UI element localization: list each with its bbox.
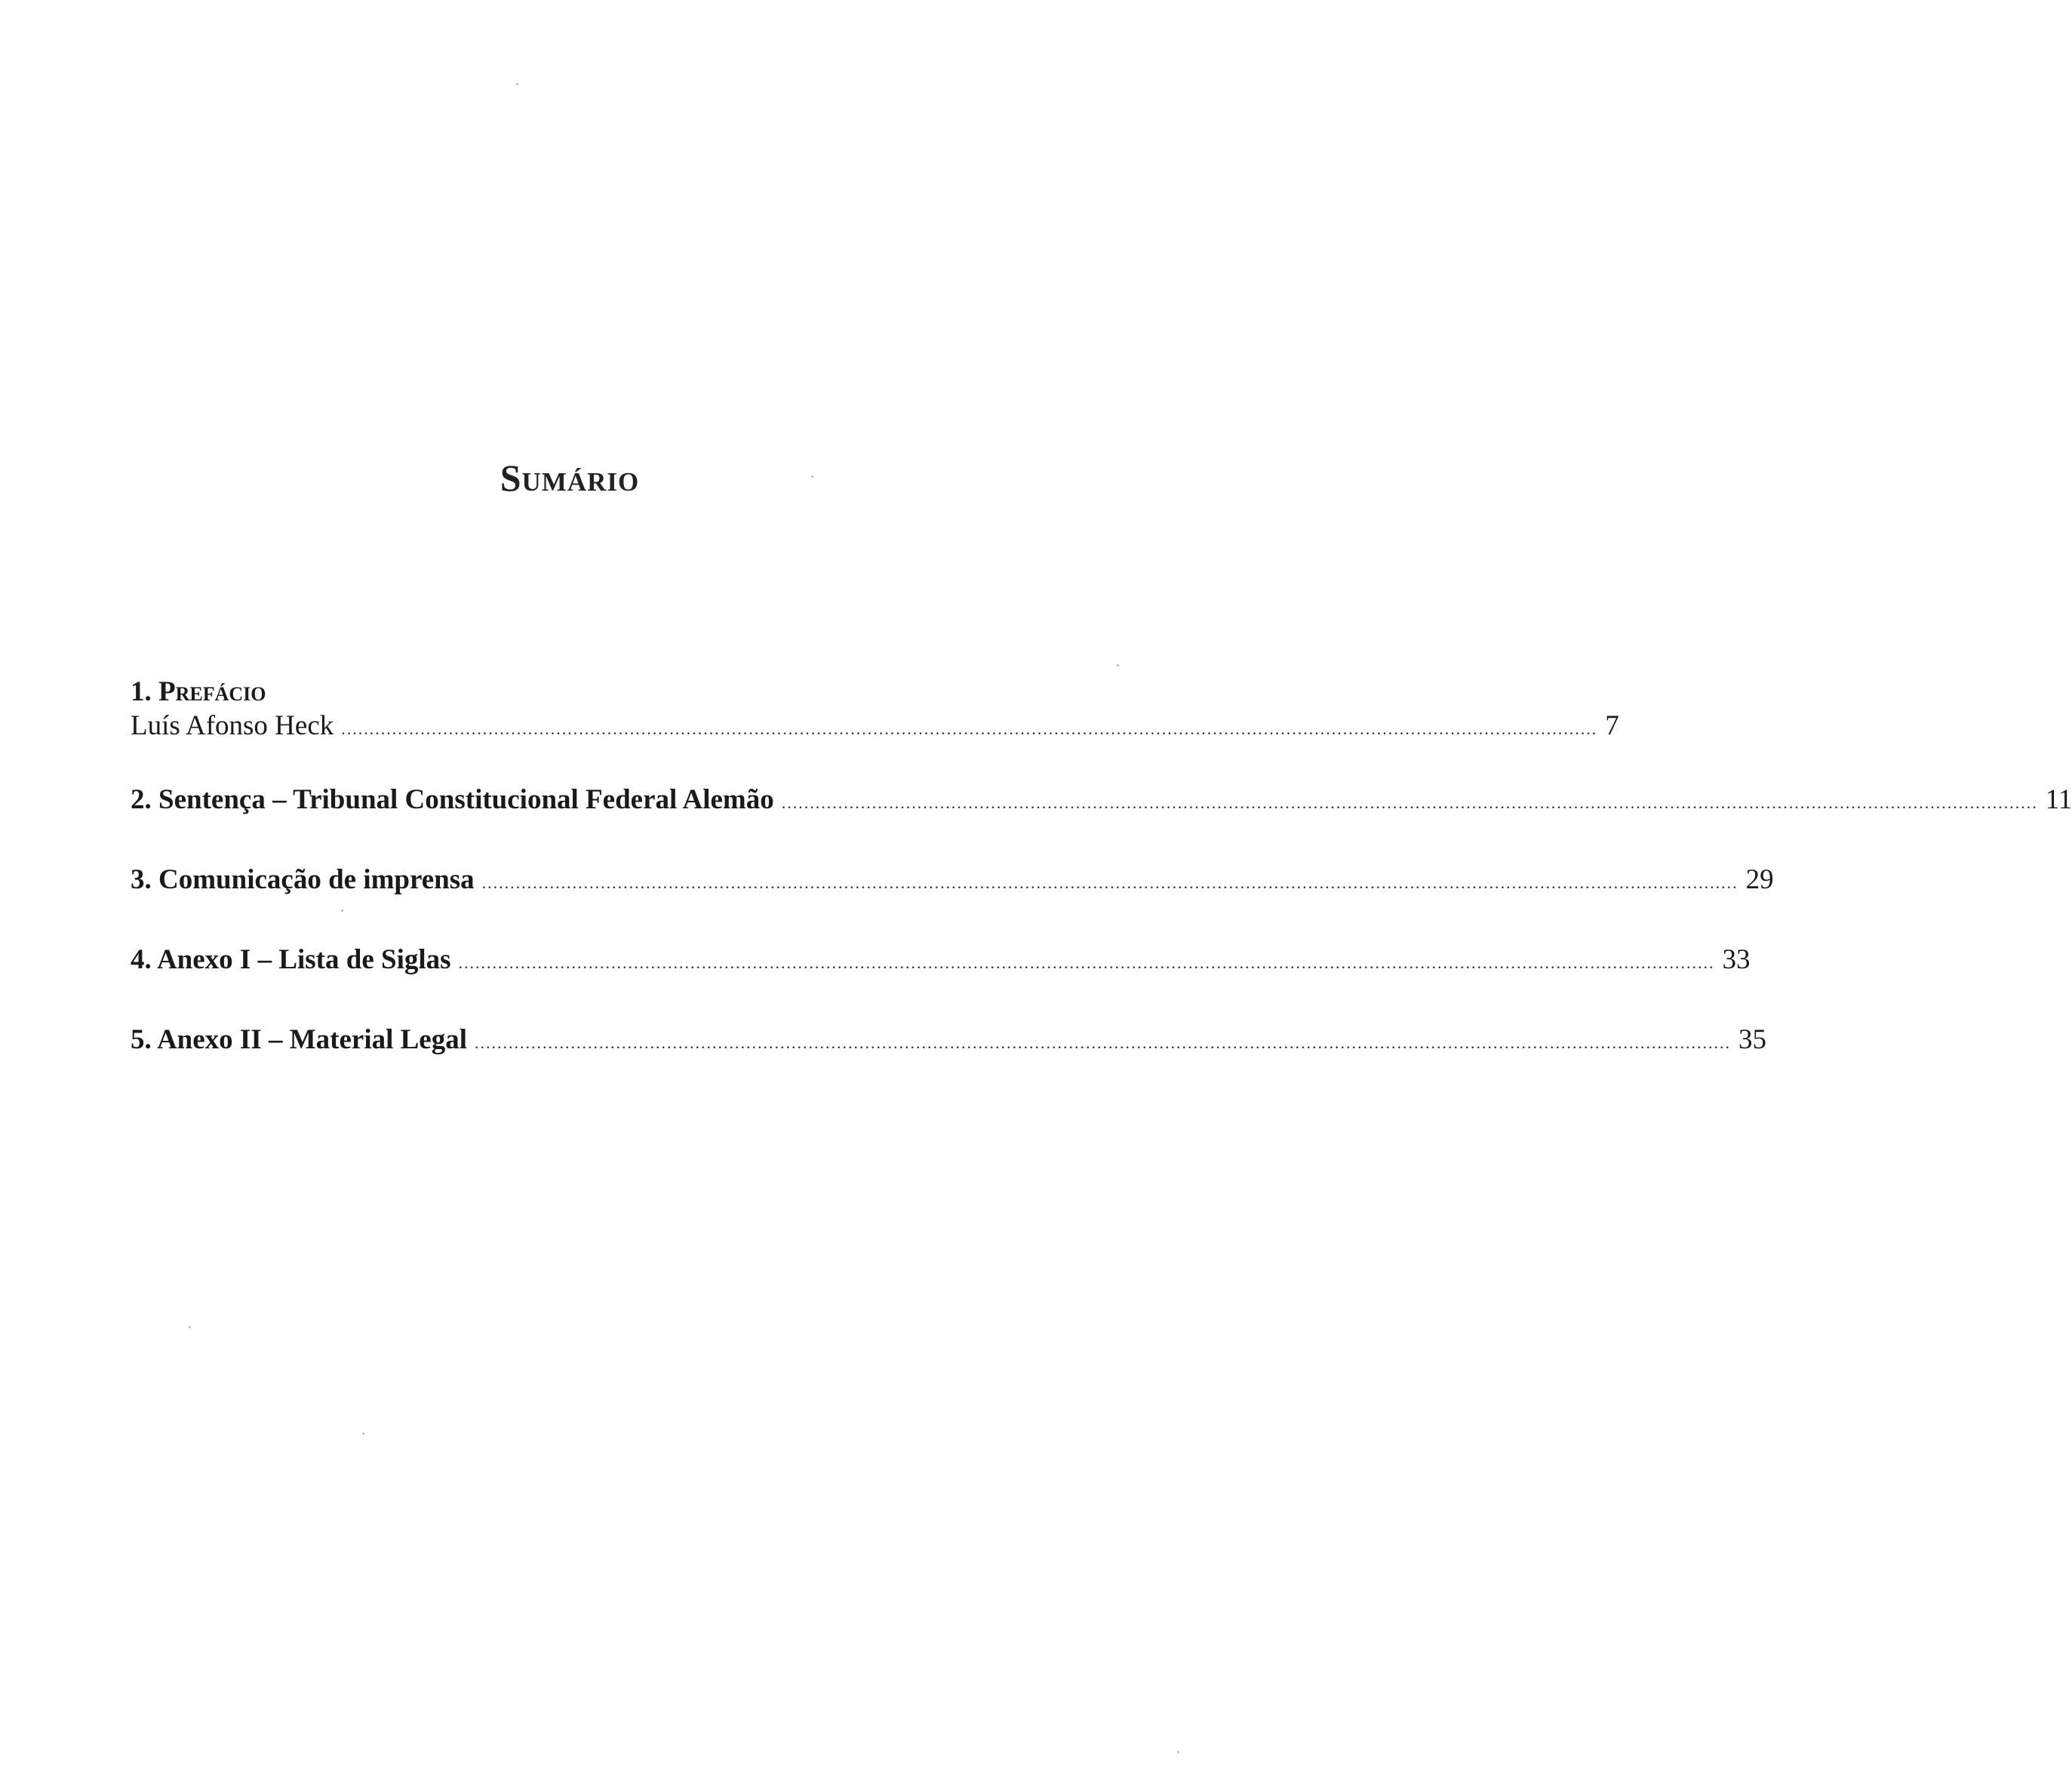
toc-entry-4-title: 4. Anexo I – Lista de Siglas <box>131 944 451 975</box>
dot-leader: .............................................................................................................................................................................................................................. <box>475 1033 1732 1052</box>
toc-entry-1 <box>131 676 1619 743</box>
toc-entry-1-page: 7 <box>1605 710 1619 741</box>
toc-entry-4 <box>131 943 1751 977</box>
toc-entry-2 <box>131 783 2072 817</box>
dot-leader: .............................................................................................................................................................................................................................. <box>781 793 2038 812</box>
table-of-contents <box>131 676 2072 1057</box>
scan-speck <box>341 909 343 912</box>
toc-entry-5 <box>131 1023 1767 1057</box>
dot-leader: .............................................................................................................................................................................................................................. <box>341 719 1598 738</box>
toc-entry-3-page: 29 <box>1745 864 1774 895</box>
scan-speck <box>1117 664 1119 666</box>
scan-speck <box>1177 1751 1179 1753</box>
toc-entry-4-page: 33 <box>1722 944 1751 975</box>
dot-leader: .............................................................................................................................................................................................................................. <box>458 953 1715 972</box>
toc-entry-1-title: Prefácio <box>158 676 266 707</box>
scan-speck <box>362 1433 364 1435</box>
toc-entry-1-number: 1. <box>131 676 152 707</box>
toc-entry-5-page: 35 <box>1738 1024 1767 1055</box>
scan-speck <box>811 475 813 478</box>
scan-speck <box>516 83 518 85</box>
dot-leader: .............................................................................................................................................................................................................................. <box>481 873 1738 892</box>
toc-entry-3 <box>131 863 1774 897</box>
toc-entry-3-title: 3. Comunicação de imprensa <box>131 864 475 895</box>
toc-entry-2-page: 11 <box>2045 784 2072 815</box>
page-title: Sumário <box>500 457 640 499</box>
toc-entry-1-author: Luís Afonso Heck <box>131 710 334 741</box>
toc-entry-2-title: 2. Sentença – Tribunal Constitucional Federal Alemão <box>131 784 774 815</box>
toc-entry-1-author-line <box>131 709 1619 743</box>
toc-entry-5-title: 5. Anexo II – Material Legal <box>131 1024 468 1055</box>
toc-entry-1-heading <box>131 676 1013 709</box>
scan-speck <box>189 1326 191 1328</box>
